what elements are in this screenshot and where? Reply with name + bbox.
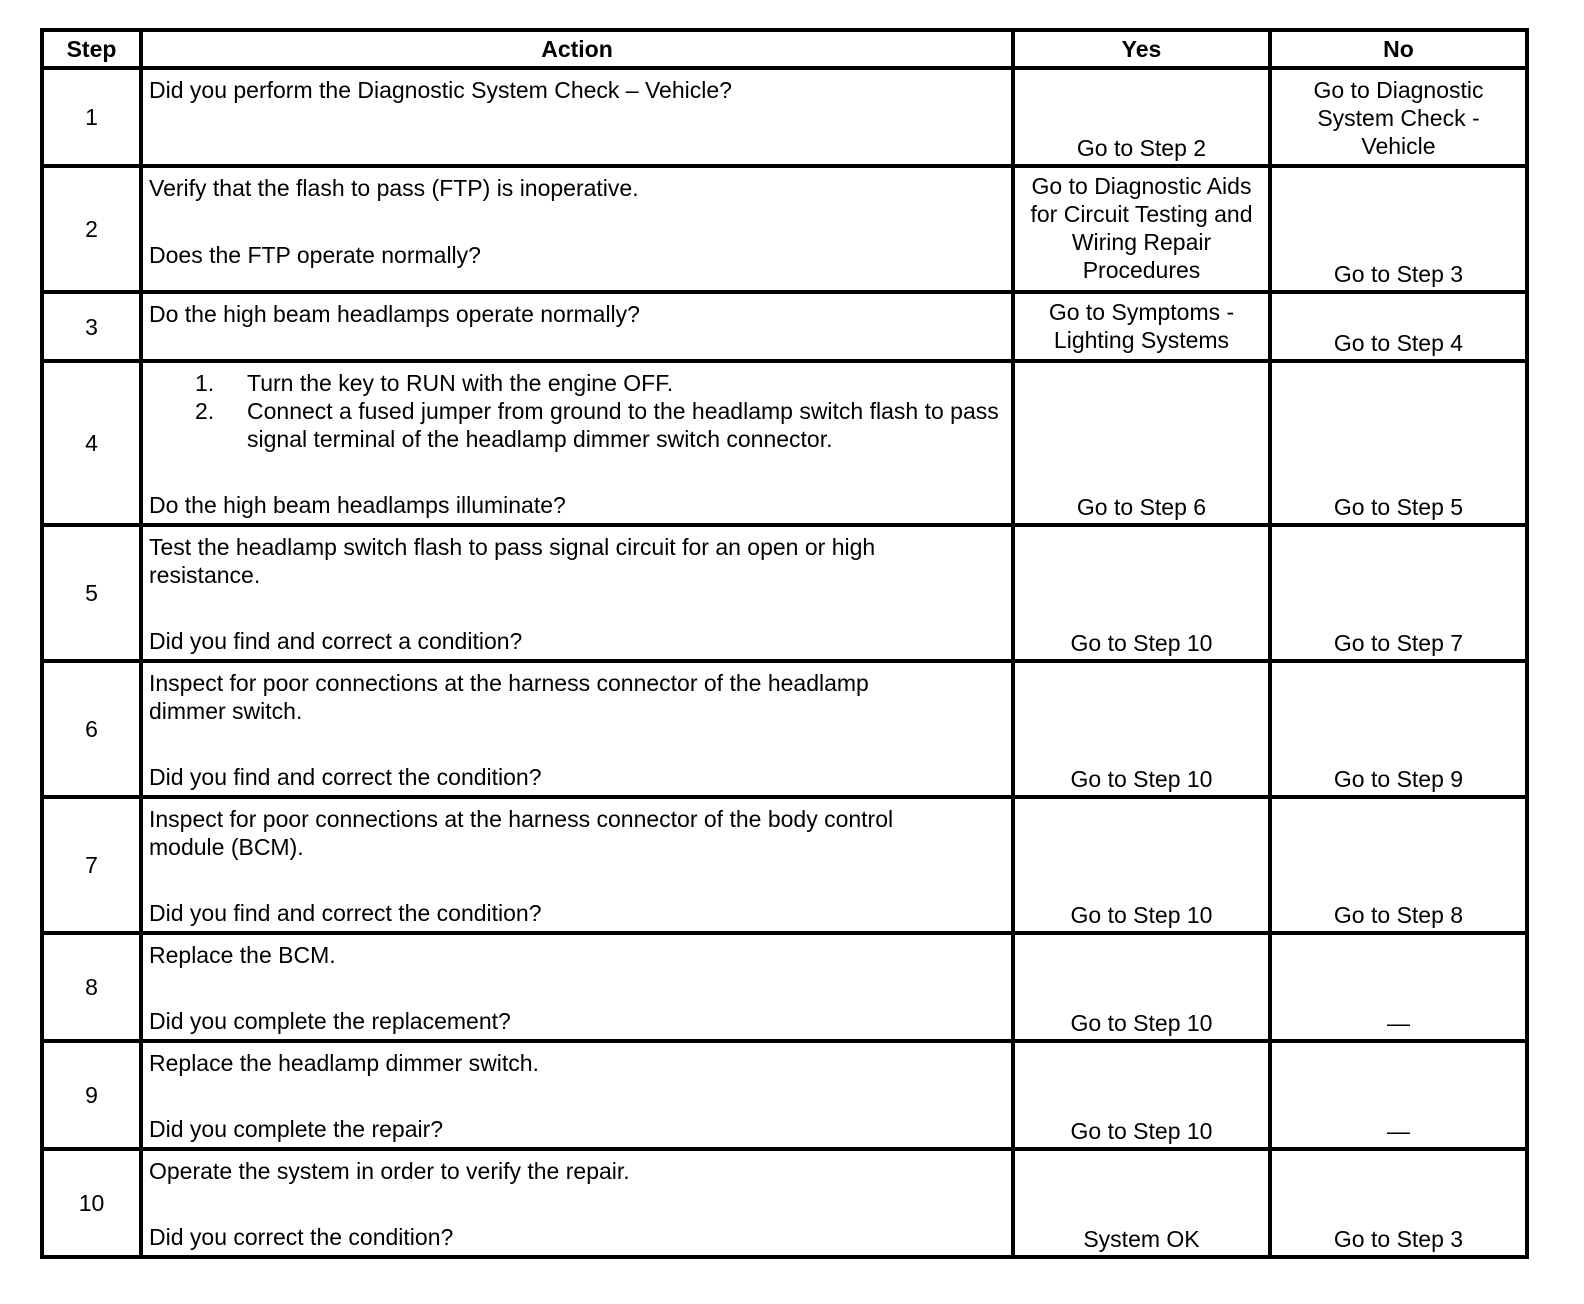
no-cell: Go to Diagnostic System Check - Vehicle — [1270, 68, 1527, 166]
table-row — [42, 166, 1527, 292]
no-cell: Go to Step 9 — [1270, 661, 1527, 797]
action-question: Do the high beam headlamps illuminate? — [149, 492, 566, 518]
list-item-text: Connect a fused jumper from ground to the headlamp switch flash to pass signal terminal of the headlamp dimmer switch connector. — [247, 398, 999, 452]
action-question: Did you find and correct the condition? — [149, 900, 542, 926]
step-number: 8 — [42, 933, 141, 1041]
table-row — [42, 525, 1527, 661]
yes-cell: Go to Step 2 — [1013, 68, 1270, 166]
action-cell — [141, 361, 1013, 525]
no-cell: Go to Step 7 — [1270, 525, 1527, 661]
yes-cell: Go to Step 10 — [1013, 525, 1270, 661]
action-cell — [141, 68, 1013, 166]
action-question: Does the FTP operate normally? — [149, 242, 481, 268]
action-cell — [141, 933, 1013, 1041]
action-cell — [141, 661, 1013, 797]
step-number: 10 — [42, 1149, 141, 1257]
table-row — [42, 933, 1527, 1041]
action-cell — [141, 797, 1013, 933]
action-cell — [141, 1149, 1013, 1257]
table-row — [42, 68, 1527, 166]
no-cell: Go to Step 3 — [1270, 166, 1527, 292]
header-yes: Yes — [1013, 30, 1270, 68]
action-cell — [141, 166, 1013, 292]
header-no: No — [1270, 30, 1527, 68]
action-text: Did you perform the Diagnostic System Check – Vehicle? — [149, 77, 732, 103]
list-item-number: 1. — [195, 370, 215, 396]
step-number: 1 — [42, 68, 141, 166]
list-item-text: Turn the key to RUN with the engine OFF. — [247, 370, 674, 396]
action-question: Did you correct the condition? — [149, 1224, 454, 1250]
yes-cell: Go to Diagnostic Aids for Circuit Testing and Wiring Repair Procedures — [1013, 166, 1270, 292]
action-question: Did you complete the replacement? — [149, 1008, 511, 1034]
no-cell: Go to Step 5 — [1270, 361, 1527, 525]
header-step: Step — [42, 30, 141, 68]
action-steps-list — [149, 369, 1005, 453]
action-cell — [141, 525, 1013, 661]
list-item — [195, 397, 1005, 453]
yes-cell: Go to Step 10 — [1013, 1041, 1270, 1149]
action-text: Operate the system in order to verify the repair. — [149, 1158, 630, 1184]
action-question: Did you find and correct the condition? — [149, 764, 542, 790]
action-question: Did you complete the repair? — [149, 1116, 444, 1142]
action-cell — [141, 292, 1013, 361]
no-cell: — — [1270, 933, 1527, 1041]
step-number: 5 — [42, 525, 141, 661]
action-text: Inspect for poor connections at the harness connector of the headlamp dimmer switch. — [149, 670, 869, 724]
list-item — [195, 369, 1005, 397]
table-row — [42, 1041, 1527, 1149]
table-row — [42, 292, 1527, 361]
no-cell: Go to Step 4 — [1270, 292, 1527, 361]
action-text: Verify that the flash to pass (FTP) is inoperative. — [149, 175, 639, 201]
diagnostic-table — [40, 28, 1529, 1259]
step-number: 6 — [42, 661, 141, 797]
action-cell — [141, 1041, 1013, 1149]
step-number: 2 — [42, 166, 141, 292]
step-number: 7 — [42, 797, 141, 933]
header-action: Action — [141, 30, 1013, 68]
table-header-row — [42, 30, 1527, 68]
no-cell: Go to Step 8 — [1270, 797, 1527, 933]
no-cell: Go to Step 3 — [1270, 1149, 1527, 1257]
action-text: Inspect for poor connections at the harness connector of the body control module (BCM). — [149, 806, 894, 860]
yes-cell: Go to Step 10 — [1013, 797, 1270, 933]
yes-cell: System OK — [1013, 1149, 1270, 1257]
action-text: Do the high beam headlamps operate normally? — [149, 301, 640, 327]
yes-cell: Go to Step 10 — [1013, 661, 1270, 797]
table-row — [42, 361, 1527, 525]
table-row — [42, 661, 1527, 797]
action-text: Replace the BCM. — [149, 942, 336, 968]
no-cell: — — [1270, 1041, 1527, 1149]
table-row — [42, 797, 1527, 933]
step-number: 3 — [42, 292, 141, 361]
table-row — [42, 1149, 1527, 1257]
yes-cell: Go to Symptoms - Lighting Systems — [1013, 292, 1270, 361]
action-text: Replace the headlamp dimmer switch. — [149, 1050, 539, 1076]
step-number: 4 — [42, 361, 141, 525]
yes-cell: Go to Step 6 — [1013, 361, 1270, 525]
action-question: Did you find and correct a condition? — [149, 628, 523, 654]
step-number: 9 — [42, 1041, 141, 1149]
yes-cell: Go to Step 10 — [1013, 933, 1270, 1041]
action-text: Test the headlamp switch flash to pass signal circuit for an open or high resistance. — [149, 534, 876, 588]
list-item-number: 2. — [195, 398, 215, 424]
